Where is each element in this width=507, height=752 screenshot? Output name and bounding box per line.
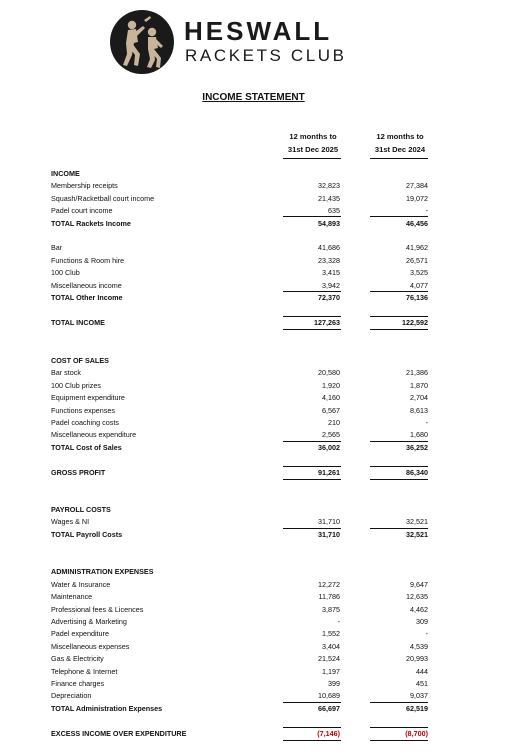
row-label: Miscellaneous expenditure bbox=[51, 430, 137, 439]
value-2025: 21,435 bbox=[318, 194, 340, 203]
value-2024: 21,386 bbox=[406, 368, 428, 377]
row-label: Functions expenses bbox=[51, 406, 115, 415]
value-2024: 2,704 bbox=[410, 393, 428, 402]
table-row bbox=[51, 516, 431, 528]
value-2025: 12,272 bbox=[318, 580, 340, 589]
row-label: Advertising & Marketing bbox=[51, 617, 127, 626]
table-row bbox=[51, 678, 431, 690]
table-row bbox=[51, 604, 431, 616]
table-row bbox=[51, 367, 431, 379]
row-label: TOTAL Other Income bbox=[51, 293, 123, 302]
value-2024: 86,340 bbox=[406, 468, 428, 477]
document-title-text: INCOME STATEMENT bbox=[202, 92, 305, 103]
value-2024: 122,592 bbox=[402, 318, 428, 327]
value-2025: 41,686 bbox=[318, 243, 340, 252]
column-header-2025-line2: 31st Dec 2025 bbox=[287, 144, 339, 154]
row-label: Telephone & Internet bbox=[51, 667, 118, 676]
row-label: EXCESS INCOME OVER EXPENDITURE bbox=[51, 729, 187, 738]
value-2025: 91,261 bbox=[318, 468, 340, 477]
value-2024: 12,635 bbox=[406, 592, 428, 601]
total-rule bbox=[370, 479, 428, 480]
row-label: Water & Insurance bbox=[51, 580, 111, 589]
net-result-row bbox=[51, 728, 431, 740]
column-header-2024-line2: 31st Dec 2024 bbox=[374, 144, 426, 154]
row-label: Miscellaneous income bbox=[51, 281, 122, 290]
value-2024: 32,521 bbox=[406, 530, 428, 539]
total-row bbox=[51, 529, 431, 541]
value-2025: 3,875 bbox=[322, 605, 340, 614]
row-label: Professional fees & Licences bbox=[51, 605, 144, 614]
value-2025: 399 bbox=[328, 679, 340, 688]
value-2024: 46,456 bbox=[406, 219, 428, 228]
row-label: Squash/Racketball court income bbox=[51, 194, 155, 203]
row-label: Depreciation bbox=[51, 691, 92, 700]
table-row bbox=[51, 267, 431, 279]
value-2025: 31,710 bbox=[318, 517, 340, 526]
value-2025: - bbox=[337, 617, 340, 626]
value-2024: 8,613 bbox=[410, 406, 428, 415]
subtotal-rule bbox=[283, 216, 341, 217]
row-label: Bar bbox=[51, 243, 63, 252]
row-label: 100 Club bbox=[51, 268, 80, 277]
value-2025: 32,823 bbox=[318, 181, 340, 190]
table-row bbox=[51, 690, 431, 702]
grand-total-row bbox=[51, 467, 431, 479]
total-row bbox=[51, 218, 431, 230]
table-row bbox=[51, 591, 431, 603]
value-2025: 2,565 bbox=[322, 430, 340, 439]
value-2024: - bbox=[425, 418, 428, 427]
table-row bbox=[51, 180, 431, 192]
row-label: Wages & NI bbox=[51, 517, 90, 526]
table-row bbox=[51, 579, 431, 591]
column-header-2025 bbox=[273, 131, 353, 156]
row-label: Membership receipts bbox=[51, 181, 118, 190]
column-header-2025-line1: 12 months to bbox=[289, 132, 337, 141]
value-2024: 1,680 bbox=[410, 430, 428, 439]
row-label: Equipment expenditure bbox=[51, 393, 125, 402]
value-2025: 210 bbox=[328, 418, 340, 427]
value-2025: 3,942 bbox=[322, 281, 340, 290]
column-header-underline bbox=[370, 158, 428, 159]
value-2025: 6,567 bbox=[322, 406, 340, 415]
table-row bbox=[51, 417, 431, 429]
table-row bbox=[51, 628, 431, 640]
row-label: Padel coaching costs bbox=[51, 418, 119, 427]
table-row bbox=[51, 666, 431, 678]
value-2024: 20,993 bbox=[406, 654, 428, 663]
grand-total-row bbox=[51, 317, 431, 329]
table-row bbox=[51, 653, 431, 665]
value-2024: 62,519 bbox=[406, 704, 428, 713]
value-2024: 1,870 bbox=[410, 381, 428, 390]
row-label: 100 Club prizes bbox=[51, 381, 101, 390]
value-2024: 3,525 bbox=[410, 268, 428, 277]
subtotal-rule bbox=[370, 216, 428, 217]
total-rule bbox=[370, 329, 428, 330]
value-2024: 32,521 bbox=[406, 517, 428, 526]
row-label: TOTAL Administration Expenses bbox=[51, 704, 163, 713]
value-2025: 31,710 bbox=[318, 530, 340, 539]
row-label: Miscellaneous expenses bbox=[51, 642, 130, 651]
row-label: Finance charges bbox=[51, 679, 105, 688]
table-row bbox=[51, 255, 431, 267]
total-row bbox=[51, 292, 431, 304]
club-logo bbox=[110, 8, 347, 74]
logo-wordmark-line1: HESWALL bbox=[184, 16, 333, 46]
table-row bbox=[51, 405, 431, 417]
value-2025: 127,263 bbox=[314, 318, 340, 327]
row-label: Padel expenditure bbox=[51, 629, 109, 638]
section-title-cost-of-sales: COST OF SALES bbox=[51, 356, 109, 365]
row-label: TOTAL INCOME bbox=[51, 318, 105, 327]
value-2024: - bbox=[425, 206, 428, 215]
row-label: Gas & Electricity bbox=[51, 654, 104, 663]
value-2025-negative: (7,146) bbox=[317, 729, 340, 738]
column-header-2024 bbox=[360, 131, 440, 156]
value-2025: 20,580 bbox=[318, 368, 340, 377]
value-2025: 3,404 bbox=[322, 642, 340, 651]
section-title-income: INCOME bbox=[51, 169, 80, 178]
value-2025: 635 bbox=[328, 206, 340, 215]
table-row bbox=[51, 242, 431, 254]
table-row bbox=[51, 616, 431, 628]
value-2024: 451 bbox=[416, 679, 428, 688]
value-2025: 72,370 bbox=[318, 293, 340, 302]
value-2025: 11,786 bbox=[318, 592, 340, 601]
table-row bbox=[51, 429, 431, 441]
document-title bbox=[0, 92, 507, 103]
row-label: Functions & Room hire bbox=[51, 256, 125, 265]
value-2025: 1,552 bbox=[322, 629, 340, 638]
value-2024: 4,462 bbox=[410, 605, 428, 614]
value-2024: 76,136 bbox=[406, 293, 428, 302]
value-2024: 26,571 bbox=[406, 256, 428, 265]
total-rule bbox=[283, 740, 341, 741]
table-row bbox=[51, 193, 431, 205]
value-2024: 19,072 bbox=[406, 194, 428, 203]
value-2024: 9,647 bbox=[410, 580, 428, 589]
value-2025: 4,160 bbox=[322, 393, 340, 402]
value-2024: 27,384 bbox=[406, 181, 428, 190]
value-2024: 9,037 bbox=[410, 691, 428, 700]
value-2025: 1,197 bbox=[322, 667, 340, 676]
column-header-underline bbox=[283, 158, 341, 159]
section-title-admin: ADMINISTRATION EXPENSES bbox=[51, 567, 154, 576]
total-row bbox=[51, 703, 431, 715]
row-label: TOTAL Rackets Income bbox=[51, 219, 131, 228]
value-2024: - bbox=[425, 629, 428, 638]
players-icon bbox=[110, 10, 174, 74]
column-header-2024-line1: 12 months to bbox=[376, 132, 424, 141]
value-2025: 21,524 bbox=[318, 654, 340, 663]
value-2025: 36,002 bbox=[318, 443, 340, 452]
total-rule bbox=[370, 740, 428, 741]
value-2025: 23,328 bbox=[318, 256, 340, 265]
value-2024-negative: (8,700) bbox=[405, 729, 428, 738]
squash-players-emblem bbox=[110, 10, 174, 74]
value-2024: 444 bbox=[416, 667, 428, 676]
value-2025: 3,415 bbox=[322, 268, 340, 277]
value-2025: 1,920 bbox=[322, 381, 340, 390]
total-rule bbox=[283, 329, 341, 330]
value-2025: 10,689 bbox=[318, 691, 340, 700]
value-2024: 36,252 bbox=[406, 443, 428, 452]
row-label: TOTAL Payroll Costs bbox=[51, 530, 123, 539]
table-row bbox=[51, 641, 431, 653]
total-row bbox=[51, 442, 431, 454]
table-row bbox=[51, 380, 431, 392]
total-rule bbox=[283, 479, 341, 480]
row-label: TOTAL Cost of Sales bbox=[51, 443, 122, 452]
row-label: GROSS PROFIT bbox=[51, 468, 106, 477]
table-row bbox=[51, 392, 431, 404]
value-2024: 41,962 bbox=[406, 243, 428, 252]
row-label: Maintenance bbox=[51, 592, 93, 601]
value-2025: 54,893 bbox=[318, 219, 340, 228]
value-2024: 4,077 bbox=[410, 281, 428, 290]
logo-wordmark-line2: RACKETS CLUB bbox=[185, 46, 347, 65]
value-2024: 4,539 bbox=[410, 642, 428, 651]
value-2025: 66,697 bbox=[318, 704, 340, 713]
row-label: Padel court income bbox=[51, 206, 113, 215]
value-2024: 309 bbox=[416, 617, 428, 626]
section-title-payroll: PAYROLL COSTS bbox=[51, 505, 111, 514]
row-label: Bar stock bbox=[51, 368, 81, 377]
